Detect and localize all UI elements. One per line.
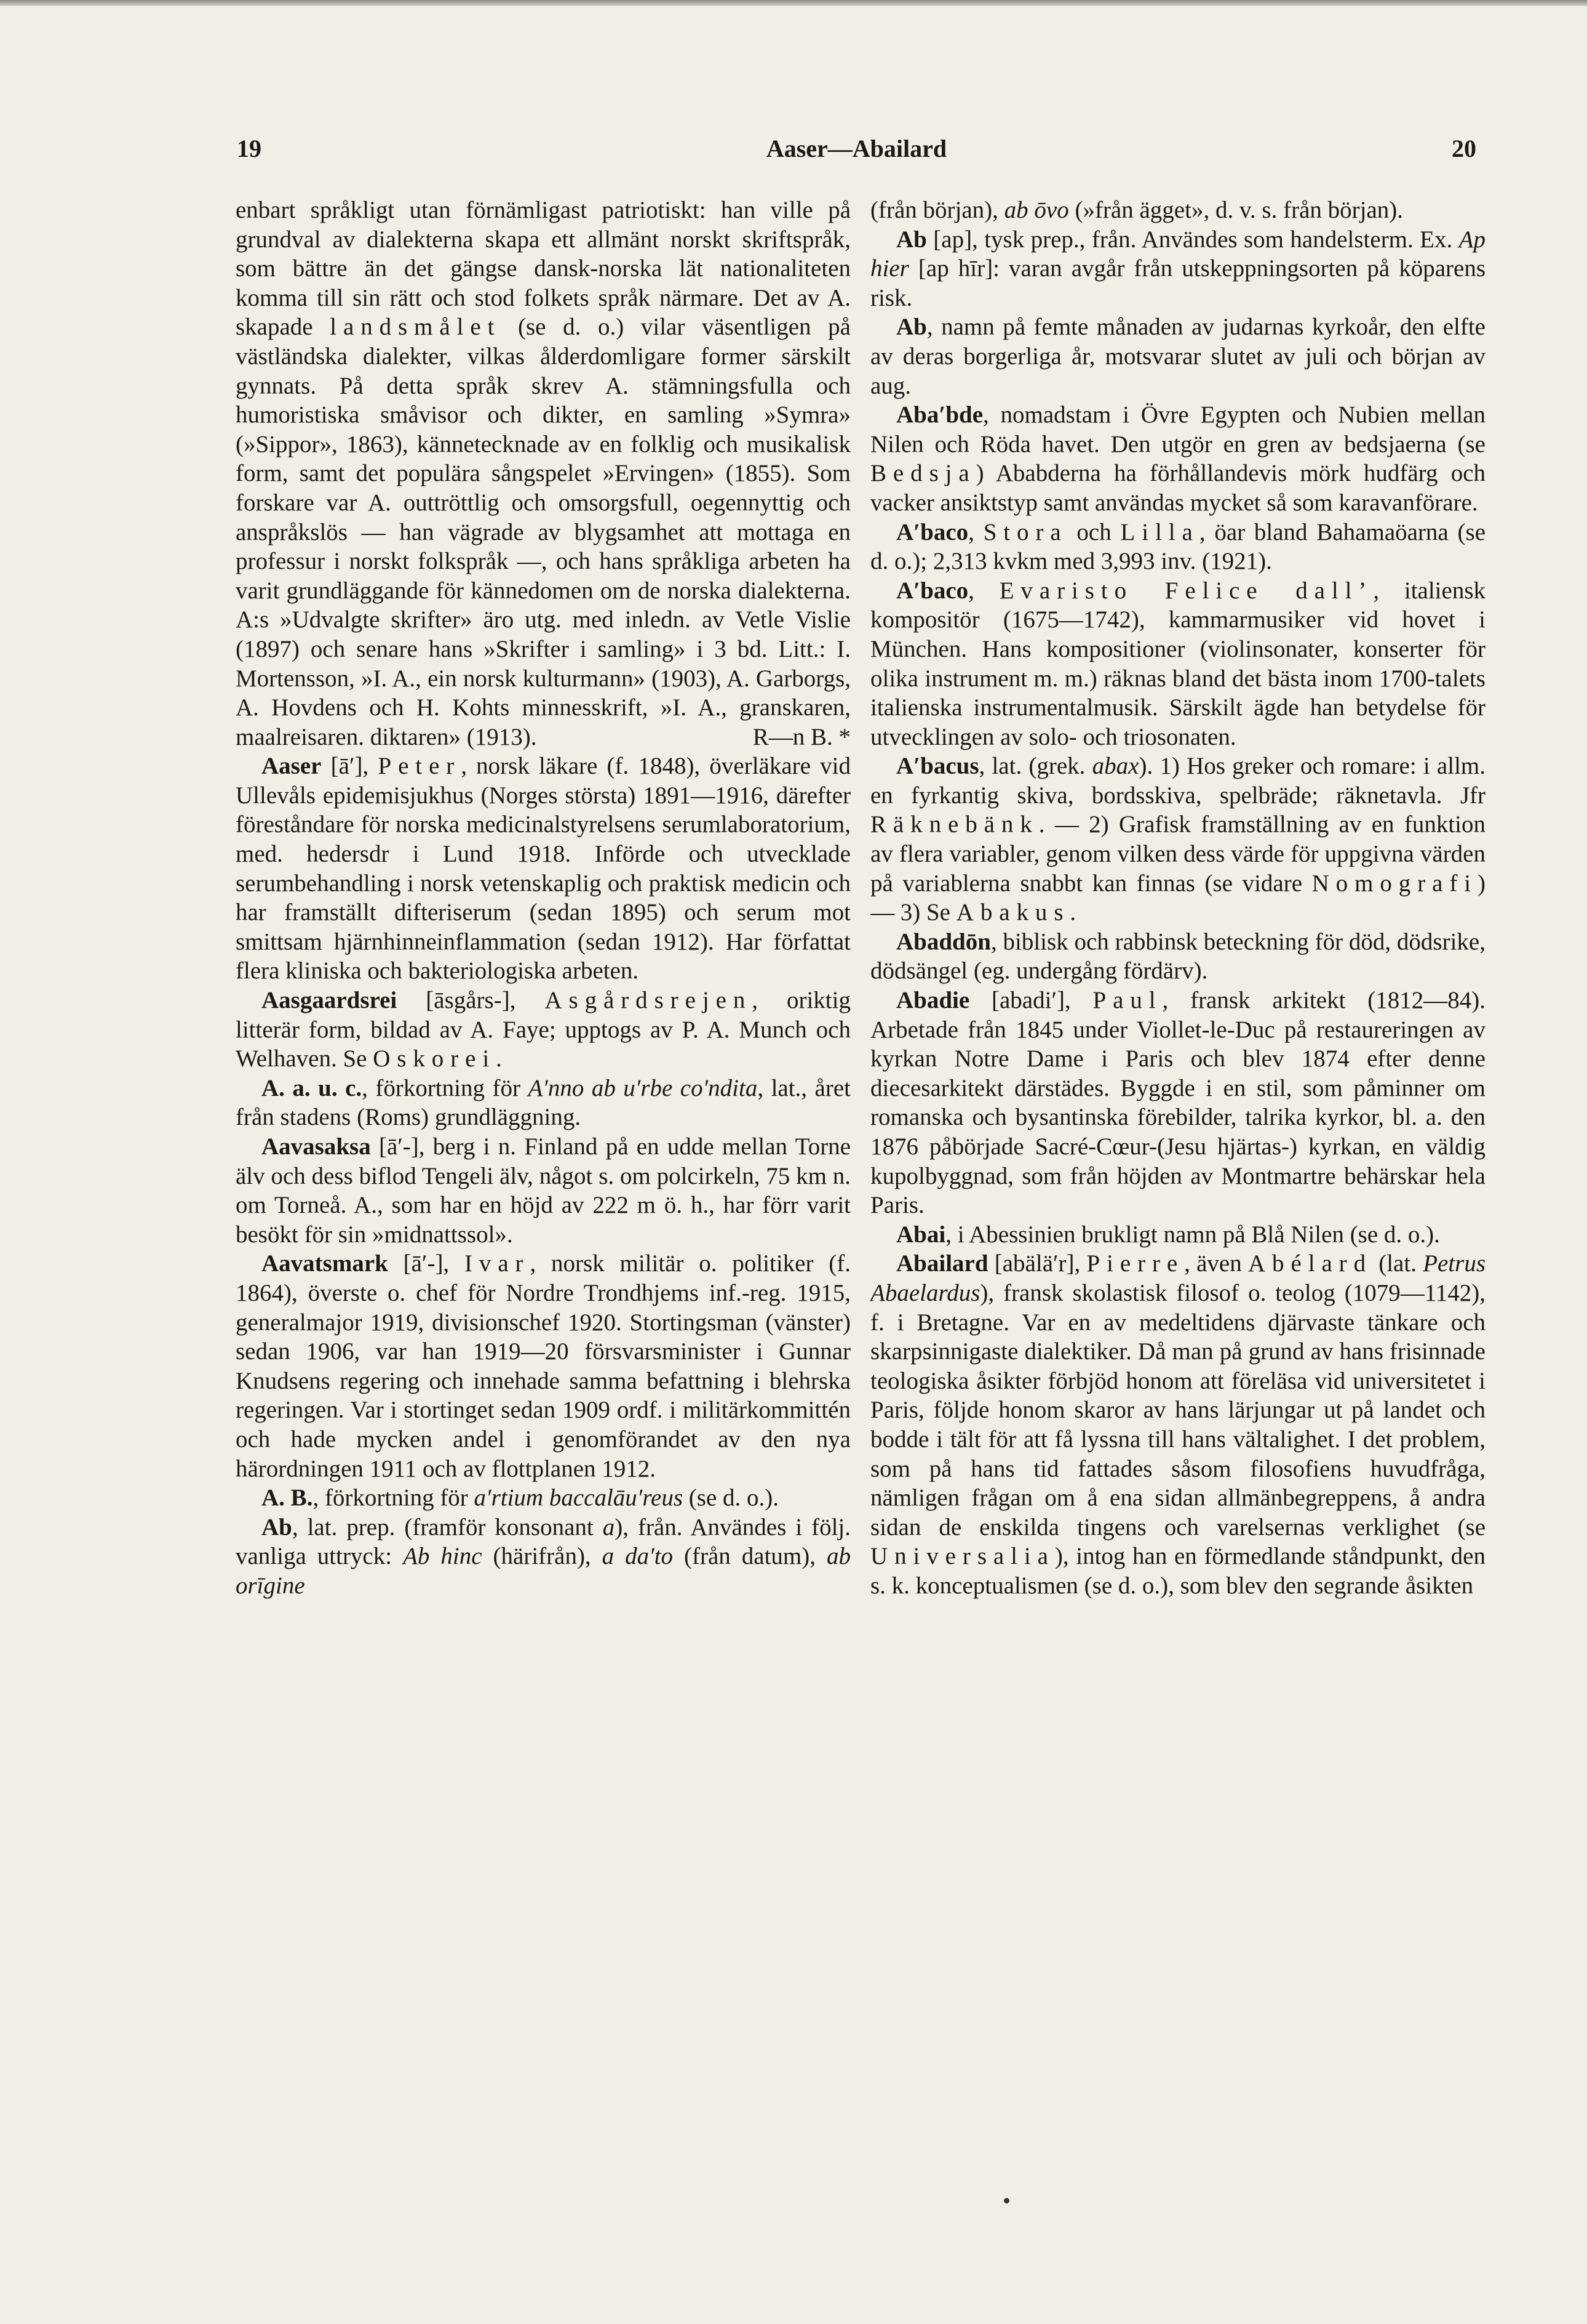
entry-ababde: Aba′bde, nomadstam i Övre Egypten och Nubien mellan Nilen och Röda havet. Den utgör en gren av bedsjaerna (se Bedsja) Ababderna ha förhållandevis mörk hudfärg och vacker ansiktstyp samt användas mycket så som karavanförare. [870,402,1486,516]
page-number-right: 20 [1452,135,1476,162]
headword: A′bacus [896,753,979,780]
headword: Aasgaardsrei [261,987,397,1014]
entry-abaco-composer: A′baco, Evaristo Felice dall’, italiensk kompositör (1675—1742), kammarmusiker vid hovet i München. Hans kompositioner (violinsonater, konserter för olika instrument m. m.) räknas bland det bästa inom 1700-talets italienska instrumentalmusik. Särskilt ägde han betydelse för utvecklingen av solo- och triosonaten. [870,577,1486,750]
page-number-left: 19 [237,135,261,162]
headword: Abadie [896,987,970,1014]
entry-abadie: Abadie [abadi′], Paul, fransk arkitekt (1812—84). Arbetade från 1845 under Viollet-le-Duc på restaureringen av kyrkan Notre Dame i Paris och blev 1874 efter denne diecesarkitekt därstädes. Byggde i en stil, som påminner om romanska och bysantinska förebilder, talrika kyrkor, bl. a. den 1876 påbörjade Sacré-Cœur-(Jesu hjärtas-) kyrkan, en väldig kupolbyggnad, som från höjden av Montmartre behärskar hela Paris. [870,987,1486,1219]
entry-aavasaksa: Aavasaksa [ā′-], berg i n. Finland på en udde mellan Torne älv och dess biflod Tengeli älv, något s. om polcirkeln, 75 km n. om Torneå. A., som har en höjd av 222 m ö. h., har förr varit besökt för sin »midnattssol». [236,1133,851,1248]
headword: A. a. u. c. [261,1074,362,1101]
headword: Abailard [896,1250,988,1277]
headword: Abaddōn [896,928,991,955]
headword: Aba′bde [896,402,984,429]
headword: Ab [896,314,927,341]
author-signature: R—n B. * [752,723,851,750]
entry-abacus: A′bacus, lat. (grek. abax). 1) Hos greker och romare: i allm. en fyrkantig skiva, bordsskiva, spelbräde; räknetavla. Jfr Räknebänk. — 2) Grafisk framställning av en funktion av flera variabler, genom vilken dess värde för uppgivna värden på variablerna snabbt kan finnas (se vidare Nomografi) — 3) Se Abakus. [870,753,1486,926]
entry-abaddon: Abaddōn, biblisk och rabbinsk beteckning för död, dödsrike, dödsängel (eg. undergång fördärv). [870,928,1486,985]
headword: Aavasaksa [261,1133,371,1160]
print-speck [1004,2198,1009,2203]
scan-top-edge [0,0,1587,6]
entry-abailard: Abailard [abälä′r], Pierre, även Abélard (lat. Petrus Abaelardus), fransk skolastisk filosof o. teolog (1079—1142), f. i Bretagne. Var en av medeltidens djärvaste tänkare och skarpsinnigaste dialektiker. Då man på grund av hans frisinnade teologiska åsikter förbjöd honom att föreläsa vid universitetet i Paris, följde honom skaror av hans lärjungar ut på landet och bodde i tält för att få lyssna till hans vältalighet. I det problem, som på hans tid fattades såsom filosofiens huvudfråga, nämligen frågan om å ena sidan allmänbegreppens, å andra sidan de enskilda tingens och varelsernas verklighet (se Universalia), intog han en förmedlande ståndpunkt, den s. k. konceptualismen (se d. o.), som blev den segrande åsikten [870,1250,1486,1599]
entry-ab-month: Ab, namn på femte månaden av judarnas kyrkoår, den elfte av deras borgerliga år, motsvarar slutet av juli och början av aug. [870,314,1486,399]
headword: A′baco [896,577,969,604]
headword: Aaser [261,753,322,780]
headword: Aavatsmark [261,1250,388,1277]
entry-aauc: A. a. u. c., förkortning för A′nno ab u′rbe co′ndita, lat., året från stadens (Roms) grundläggning. [236,1074,851,1131]
entry-ab-german: Ab [ap], tysk prep., från. Användes som handelsterm. Ex. Ap hier [ap hīr]: varan avgår från utskeppningsorten på köparens risk. [870,226,1486,311]
entry-aasgaardsrei: Aasgaardsrei [āsgårs-], Asgårdsrejen, oriktig litterär form, bildad av A. Faye; upptogs av P. A. Munch och Welhaven. Se Oskorei. [236,987,851,1073]
entry-aavatsmark: Aavatsmark [ā′-], Ivar, norsk militär o. politiker (f. 1864), överste o. chef för Nordre Trondhjems inf.-reg. 1915, generalmajor 1919, divisionschef 1920. Stortingsman (vänster) sedan 1906, var han 1919—20 försvarsminister i Gunnar Knudsens regering och innehade samma befattning i blehrska regeringen. Var i stortinget sedan 1909 ordf. i militärkommittén och hade mycken andel i genomförandet av den nya härordningen 1911 och av flottplanen 1912. [236,1250,851,1482]
entry-abaco-islands: A′baco, Stora och Lilla, öar bland Bahamaöarna (se d. o.); 2,313 kvkm med 3,993 inv. (1921). [870,518,1486,575]
right-column [870,196,1486,2133]
entry-ab-latin: Ab, lat. prep. (framför konsonant a), från. Användes i följ. vanliga uttryck: Ab hinc (härifrån), a da′to (från datum), ab orīgine [236,1513,851,1599]
entry-aaser: Aaser [ā′], Peter, norsk läkare (f. 1848), överläkare vid Ullevåls epidemisjukhus (Norges största) 1891—1916, därefter föreståndare för norska medicinalstyrelsens serumlaboratorium, med. hedersdr i Lund 1918. Införde och utvecklade serumbehandling i norsk vetenskaplig och praktisk medicin och har framställt difteriserum (sedan 1895) och serum mot smittsam hjärnhinneinflammation (sedan 1912). Har författat flera kliniska och bakteriologiska arbeten. [236,753,851,985]
headword: Ab [261,1513,292,1541]
headword: Ab [896,226,927,253]
entry-continuation: (från början), ab ōvo (»från ägget», d. v. s. från början). [870,197,1403,223]
headword: A. B. [261,1485,313,1512]
running-title: Aaser—Abailard [766,135,947,162]
entry-abai: Abai, i Abessinien brukligt namn på Blå Nilen (se d. o.). [896,1221,1440,1248]
left-column [236,196,851,2133]
entry-continuation: enbart språkligt utan förnämligast patriotiskt: han ville på grundval av dialekterna skapa ett allmänt norskt skriftspråk, som bättre än det gängse dansk-norska lät nationaliteten komma till sin rätt och stod folkets språk närmare. Det av A. skapade landsmålet (se d. o.) vilar väsentligen på västländska dialekter, vilkas ålderdomligare former särskilt gynnats. På detta språk skrev A. stämningsfulla och humoristiska småvisor och dikter, en samling »Symra» (»Sippor», 1863), kännetecknade av en folklig och musikalisk form, samt det populära sångspelet »Ervingen» (1855). Som forskare var A. outtröttlig och omsorgsfull, oegennyttig och anspråkslös — han vägrade av blygsamhet att mottaga en professur i norskt folkspråk —, och hans språkliga arbeten ha varit grundläggande för kännedomen om de norska dialekterna. A:s »Udvalgte skrifter» äro utg. med inledn. av Vetle Vislie (1897) och senare hans »Skrifter i samling» i 3 bd. Litt.: I. Mortensson, »I. A., ein norsk kulturmann» (1903), A. Garborgs, A. Hovdens och H. Kohts minnesskrift, »I. A., granskaren, maalreisaren. diktaren» (1913). R—n B. * [236,196,851,752]
entry-ab-abbrev: A. B., förkortning för a′rtium baccalāu′reus (se d. o.). [261,1485,779,1512]
headword: A′baco [896,518,969,545]
headword: Abai [896,1221,946,1248]
running-header [237,134,1476,171]
